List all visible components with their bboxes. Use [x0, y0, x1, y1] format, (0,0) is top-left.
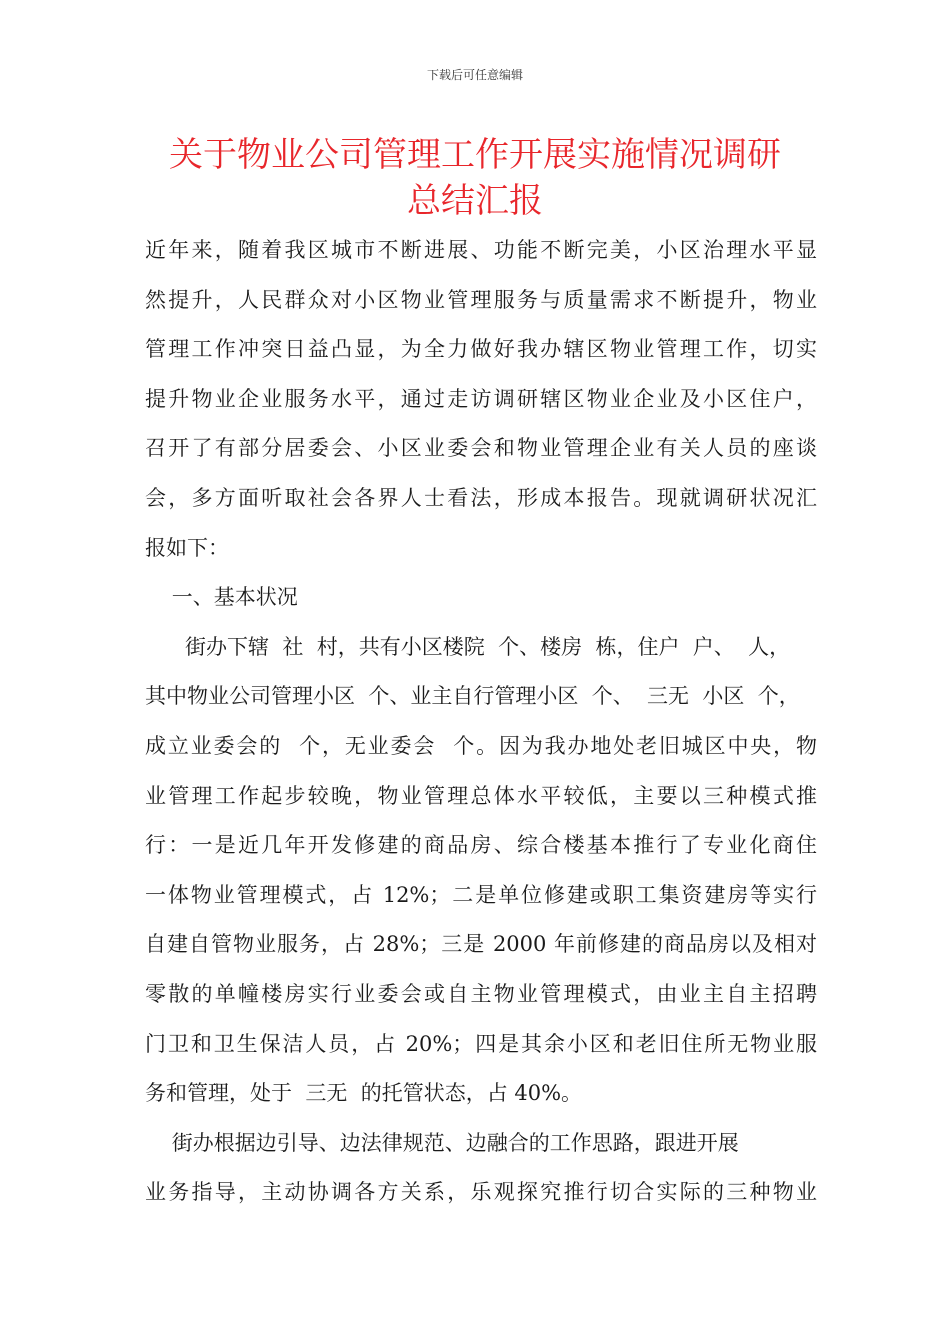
body-line: 报如下： — [145, 535, 229, 560]
body-line: 业管理工作起步较晚，物业管理总体水平较低，主要以三种模式推 — [145, 783, 817, 808]
body-line: 务和管理，处于 三无 的托管状态，占 40%。 — [145, 1081, 583, 1106]
section-heading: 一、基本状况 — [145, 585, 298, 610]
body-line: 业务指导，主动协调各方关系，乐观探究推行切合实际的三种物业 — [145, 1180, 817, 1205]
title-line-2: 总结汇报 — [407, 181, 543, 221]
body-line: 其中物业公司管理小区 个、业主自行管理小区 个、 三无 小区 个， — [145, 684, 800, 709]
body-line: 街办根据边引导、边法律规范、边融合的工作思路，跟进开展 — [145, 1130, 739, 1155]
body-line: 提升物业企业服务水平，通过走访调研辖区物业企业及小区住户， — [145, 386, 817, 411]
body-line: 召开了有部分居委会、小区业委会和物业管理企业有关人员的座谈 — [145, 436, 817, 461]
title-line-1: 关于物业公司管理工作开展实施情况调研 — [169, 135, 781, 175]
body-line: 街办下辖 社 村，共有小区楼院 个、楼房 栋，住户 户、 人， — [145, 634, 791, 659]
body-line: 行：一是近几年开发修建的商品房、综合楼基本推行了专业化商住 — [145, 833, 817, 858]
document-body — [145, 226, 817, 1218]
body-line: 近年来，随着我区城市不断进展、功能不断完美，小区治理水平显 — [145, 238, 817, 262]
body-line: 会，多方面听取社会各界人士看法，形成本报告。现就调研状况汇 — [145, 485, 817, 510]
body-line: 然提升，人民群众对小区物业管理服务与质量需求不断提升，物业 — [145, 287, 817, 312]
body-line: 成立业委会的 个，无业委会 个。因为我办地处老旧城区中央，物 — [145, 733, 817, 758]
body-line: 零散的单幢楼房实行业委会或自主物业管理模式，由业主自主招聘 — [145, 981, 817, 1006]
body-line: 自建自管物业服务，占 28%；三是 2000 年前修建的商品房以及相对 — [145, 932, 817, 957]
header-note: 下载后可任意编辑 — [426, 68, 523, 82]
body-line: 管理工作冲突日益凸显，为全力做好我办辖区物业管理工作，切实 — [145, 337, 817, 362]
body-line: 一体物业管理模式，占 12%；二是单位修建或职工集资建房等实行 — [145, 882, 817, 907]
document-title — [145, 132, 805, 224]
body-line: 门卫和卫生保洁人员，占 20%；四是其余小区和老旧住所无物业服 — [145, 1031, 817, 1056]
